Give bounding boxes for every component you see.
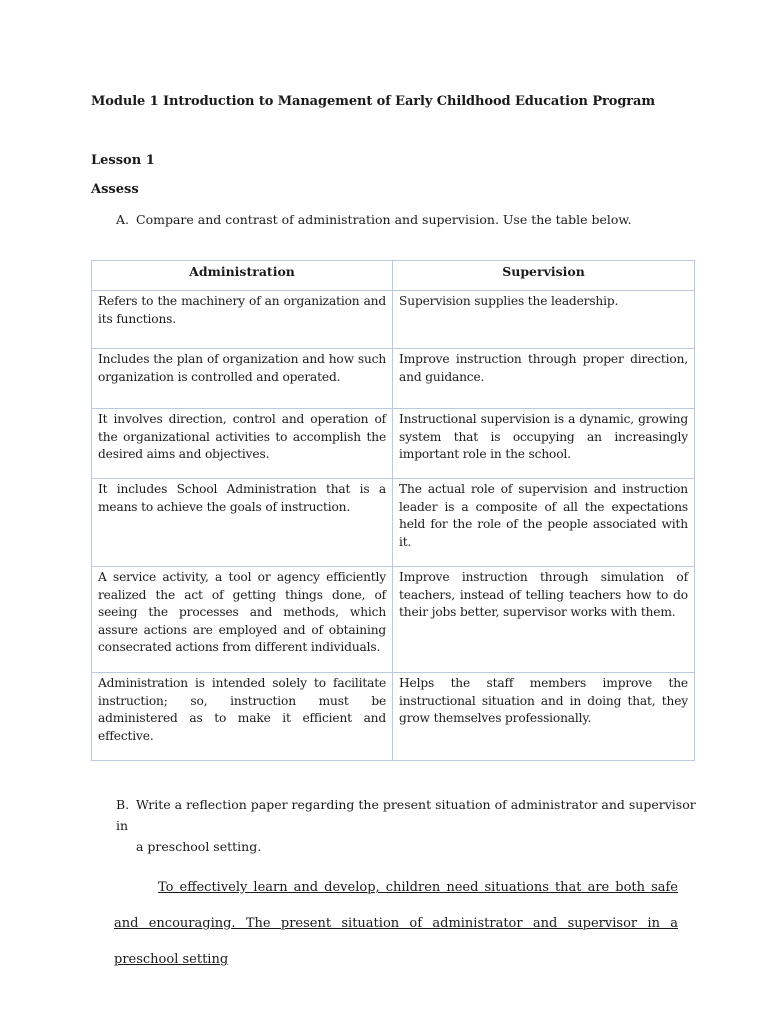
comparison-table [91,260,695,761]
table-row [92,479,695,567]
table-row [92,567,695,673]
table-row [92,673,695,761]
document-title: Module 1 Introduction to Management of Early Childhood Education Program [91,94,656,109]
administration-cell: It involves direction, control and operation of the organizational activities to accomplish the desired aims and objectives. [92,409,393,479]
administration-cell: A service activity, a tool or agency efficiently realized the act of getting things done, of seeing the processes and methods, which assure actions are employed and of obtaining consecrated actions from different individuals. [92,567,393,673]
supervision-cell: Improve instruction through simulation of teachers, instead of telling teachers how to do their jobs better, supervisor works with them. [393,567,695,673]
administration-cell: Administration is intended solely to facilitate instruction; so, instruction must be administered as to make it efficient and effective. [92,673,393,761]
table-row [92,291,695,349]
supervision-cell: Improve instruction through proper direction, and guidance. [393,349,695,409]
question-a-marker: A. [116,212,130,227]
supervision-cell: Helps the staff members improve the instructional situation and in doing that, they grow themselves professionally. [393,673,695,761]
question-b-marker: B. [116,797,130,812]
question-a [116,212,632,227]
question-b-line1: Write a reflection paper regarding the present situation of administrator and supervisor in [116,797,696,833]
table-header-row [92,261,695,291]
question-b [116,794,696,857]
supervision-cell: Instructional supervision is a dynamic, growing system that is occupying an increasingly important role in the school. [393,409,695,479]
reflection-paragraph: To effectively learn and develop, children need situations that are both safe and encouraging. The present situation of administrator and supervisor in a preschool setting [114,880,678,967]
header-administration: Administration [92,261,393,291]
administration-cell: Refers to the machinery of an organization and its functions. [92,291,393,349]
table-row [92,409,695,479]
question-a-text: Compare and contrast of administration and supervision. Use the table below. [136,212,632,227]
administration-cell: Includes the plan of organization and how such organization is controlled and operated. [92,349,393,409]
supervision-cell: The actual role of supervision and instruction leader is a composite of all the expectations held for the role of the people associated with it. [393,479,695,567]
administration-cell: It includes School Administration that is a means to achieve the goals of instruction. [92,479,393,567]
supervision-cell: Supervision supplies the leadership. [393,291,695,349]
table-row [92,349,695,409]
header-supervision: Supervision [393,261,695,291]
question-b-line2: a preschool setting. [136,839,262,854]
lesson-heading: Lesson 1 [91,153,155,168]
section-heading: Assess [91,182,139,197]
